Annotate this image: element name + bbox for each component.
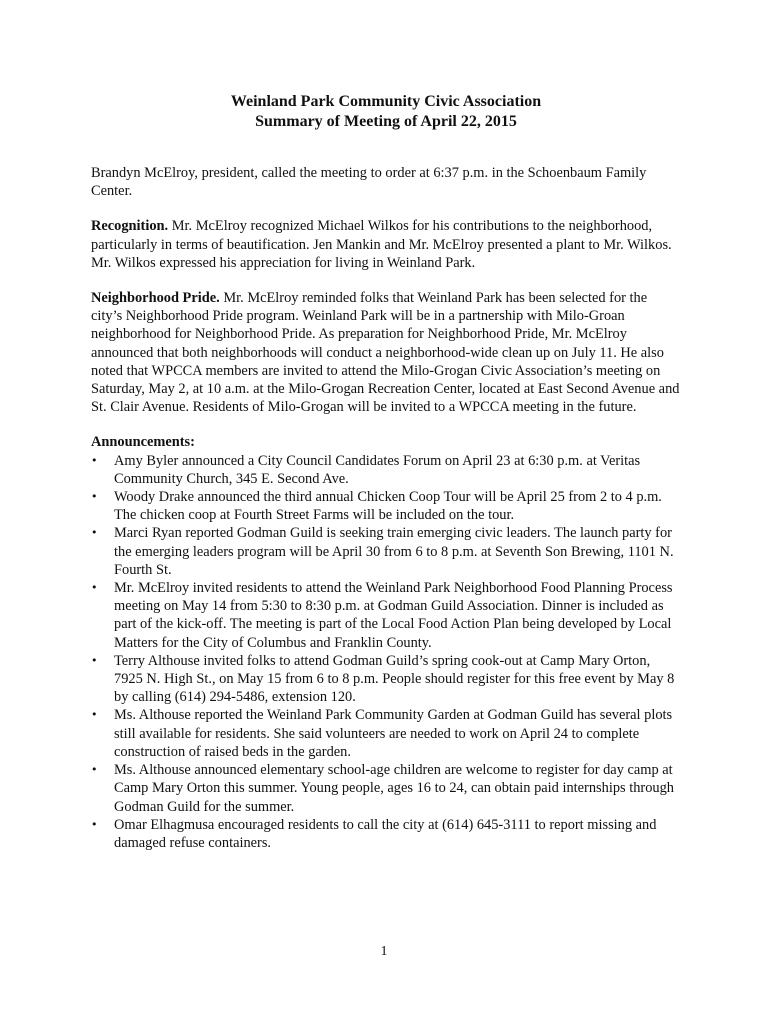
- bullet-icon: •: [91, 526, 98, 540]
- bullet-icon: •: [91, 581, 98, 595]
- announcements-heading: Announcements:: [91, 434, 195, 451]
- announcement-text: Amy Byler announced a City Council Candidates Forum on April 23 at 6:30 p.m. at Veritas Community Church, 345 E. Second Ave.: [114, 452, 641, 487]
- bullet-icon: •: [91, 490, 98, 504]
- list-item: [91, 579, 681, 652]
- announcement-text: Ms. Althouse reported the Weinland Park Community Garden at Godman Guild has several plots still available for residents. She said volunteers are needed to work on April 24 to complete construction of raised beds in the garden.: [114, 707, 673, 760]
- announcement-text: Omar Elhagmusa encouraged residents to call the city at (614) 645-3111 to report missing and damaged refuse containers.: [114, 816, 657, 851]
- bullet-icon: •: [91, 453, 98, 467]
- list-item: [91, 816, 681, 852]
- announcement-text: Ms. Althouse announced elementary school-age children are welcome to register for day camp at Camp Mary Orton this summer. Young people, ages 16 to 24, can obtain paid internships through Godman Guild for the summer.: [114, 762, 674, 815]
- intro-paragraph: Brandyn McElroy, president, called the meeting to order at 6:37 p.m. in the Schoenbaum Family Center.: [91, 165, 647, 200]
- neighborhood-pride-lead: Neighborhood Pride.: [91, 290, 220, 307]
- list-item: [91, 524, 681, 579]
- document-page: [91, 92, 681, 852]
- list-item: [91, 706, 681, 761]
- bullet-icon: •: [91, 817, 98, 831]
- neighborhood-pride-text: Mr. McElroy reminded folks that Weinland Park has been selected for the city’s Neighborhood Pride program. Weinland Park will be in a partnership with Milo-Groan neighborhood for Neighborhood Pride. As preparation for Neighborhood Pride, Mr. McElroy announced that both neighborhoods will conduct a neighborhood-wide clean up on July 11. He also noted that WPCCA members are invited to attend the Milo-Grogan Civic Association’s meeting on Saturday, May 2, at 10 a.m. at the Milo-Grogan Recreation Center, located at East Second Avenue and St. Clair Avenue. Residents of Milo-Grogan will be invited to a WPCCA meeting in the future.: [91, 290, 680, 416]
- bullet-icon: •: [91, 708, 98, 722]
- announcement-text: Terry Althouse invited folks to attend Godman Guild’s spring cook-out at Camp Mary Orton, 7925 N. High St., on May 15 from 6 to 8 p.m. People should register for this free event by May 8 by calling (614) 294-5486, extension 120.: [114, 652, 675, 706]
- bullet-icon: •: [91, 653, 98, 667]
- page-number: 1: [380, 944, 388, 959]
- recognition-lead: Recognition.: [91, 218, 169, 235]
- document-title: Weinland Park Community Civic Association: [230, 93, 542, 110]
- list-item: [91, 452, 681, 488]
- recognition-paragraph: [91, 217, 681, 272]
- list-item: [91, 761, 681, 816]
- announcement-text: Marci Ryan reported Godman Guild is seeking train emerging civic leaders. The launch party for the emerging leaders program will be April 30 from 6 to 8 p.m. at Seventh Son Brewing, 1101 N. Fourth St.: [114, 525, 674, 578]
- bullet-icon: •: [91, 763, 98, 777]
- announcements-list: [91, 452, 681, 852]
- neighborhood-pride-paragraph: [91, 289, 681, 416]
- list-item: [91, 652, 681, 707]
- announcement-text: Woody Drake announced the third annual Chicken Coop Tour will be April 25 from 2 to 4 p.m. The chicken coop at Fourth Street Farms will be included on the tour.: [114, 489, 662, 524]
- list-item: [91, 488, 681, 524]
- document-subtitle: Summary of Meeting of April 22, 2015: [255, 113, 517, 130]
- announcement-text: Mr. McElroy invited residents to attend the Weinland Park Neighborhood Food Planning Process meeting on May 14 from 5:30 to 8:30 p.m. at Godman Guild Association. Dinner is included as part of the kick-off. The meeting is part of the Local Food Action Plan being developed by Local Matters for the City of Columbus and Franklin County.: [114, 580, 673, 651]
- recognition-text: Mr. McElroy recognized Michael Wilkos for his contributions to the neighborhood, particularly in terms of beautification. Jen Mankin and Mr. McElroy presented a plant to Mr. Wilkos. Mr. Wilkos expressed his appreciation for living in Weinland Park.: [91, 218, 672, 271]
